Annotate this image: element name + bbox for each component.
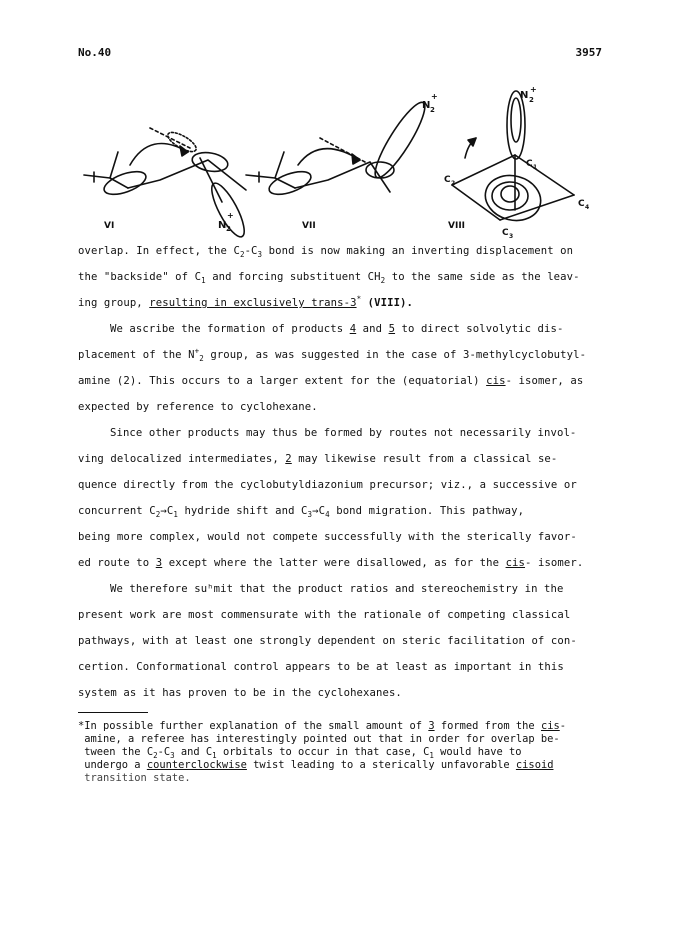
text-line: quence directly from the cyclobutyldiazonium precursor; viz., a successive or	[78, 479, 577, 491]
label-c4: C	[578, 199, 585, 209]
label-n2-vi: N	[218, 220, 227, 231]
text-line: the "backside" of $C_1$ and forcing substituent $CH_2$ to the same side as the leav-	[78, 271, 580, 286]
text-line: overlap. In effect, the $C_2-C_3$ bond is now making an inverting displacement on	[78, 245, 574, 260]
svg-text:2: 2	[430, 106, 435, 114]
text-line: pathways, with at least one strongly dependent on steric facilitation of con-	[78, 635, 577, 647]
text-line: present work are most commensurate with the rationale of competing classical	[78, 609, 571, 621]
footnote-line: transition state.	[78, 772, 191, 784]
label-n2-vii: N	[422, 100, 431, 111]
label-viii: VIII	[448, 221, 466, 231]
footnote-line: tween the $C_2-C_3$ and $C_1$ orbitals to occur in that case, $C_1$ would have to	[78, 746, 522, 761]
svg-text:2: 2	[226, 225, 231, 233]
reaction-figure	[70, 80, 610, 248]
svg-text:3: 3	[509, 233, 514, 240]
label-vii: VII	[302, 221, 316, 231]
text-line: ing group, resulting in exclusively trans-3* (VIII).	[78, 294, 414, 309]
text-line: We therefore suʰmit that the product ratios and stereochemistry in the	[110, 583, 564, 595]
text-line: certion. Conformational control appears to be at least as important in this	[78, 661, 564, 673]
footnote-rule	[78, 712, 148, 713]
svg-text:+: +	[530, 85, 537, 94]
issue-number: No.40	[78, 46, 112, 59]
text-line: Since other products may thus be formed by routes not necessarily invol-	[110, 427, 577, 439]
text-line: being more complex, would not compete successfully with the sterically favor-	[78, 531, 577, 543]
text-line: system as it has proven to be in the cyclohexanes.	[78, 687, 402, 699]
footnote-line: undergo a counterclockwise twist leading to a sterically unfavorable cisoid	[78, 759, 554, 771]
text-line: We ascribe the formation of products 4 and 5 to direct solvolytic dis-	[110, 323, 564, 335]
text-line: ving delocalized intermediates, 2 may likewise result from a classical se-	[78, 453, 558, 465]
svg-text:4: 4	[585, 204, 590, 211]
text-line: amine (2). This occurs to a larger extent for the (equatorial) cis- isomer, as	[78, 375, 584, 387]
page-number: 3957	[575, 46, 602, 59]
text-line: ed route to 3 except where the latter were disallowed, as for the cis- isomer.	[78, 557, 584, 569]
label-c2: C	[444, 175, 451, 185]
footnote-line: *In possible further explanation of the small amount of 3 formed from the cis-	[78, 720, 566, 732]
svg-text:2: 2	[529, 96, 534, 104]
text-line: placement of the $N^+_2$ group, as was suggested in the case of 3-methylcyclobutyl-	[78, 346, 587, 364]
svg-text:1: 1	[533, 164, 538, 171]
label-vi: VI	[104, 221, 115, 231]
structure-viii	[452, 91, 574, 226]
footnote	[78, 720, 618, 785]
text-line: concurrent $C_2\to C_1$ hydride shift and $C_3\to C_4$ bond migration. This pathway,	[78, 505, 525, 520]
svg-text:+: +	[431, 92, 438, 101]
body-text	[78, 238, 608, 706]
svg-text:2: 2	[451, 180, 456, 187]
structure-vii	[246, 97, 432, 199]
footnote-line: amine, a referee has interestingly pointed out that in order for overlap be-	[78, 733, 560, 745]
label-c1: C	[526, 159, 533, 169]
label-n2-viii: N	[520, 90, 529, 101]
label-c3: C	[502, 228, 509, 238]
text-line: expected by reference to cyclohexane.	[78, 401, 318, 413]
svg-text:+: +	[227, 211, 234, 220]
